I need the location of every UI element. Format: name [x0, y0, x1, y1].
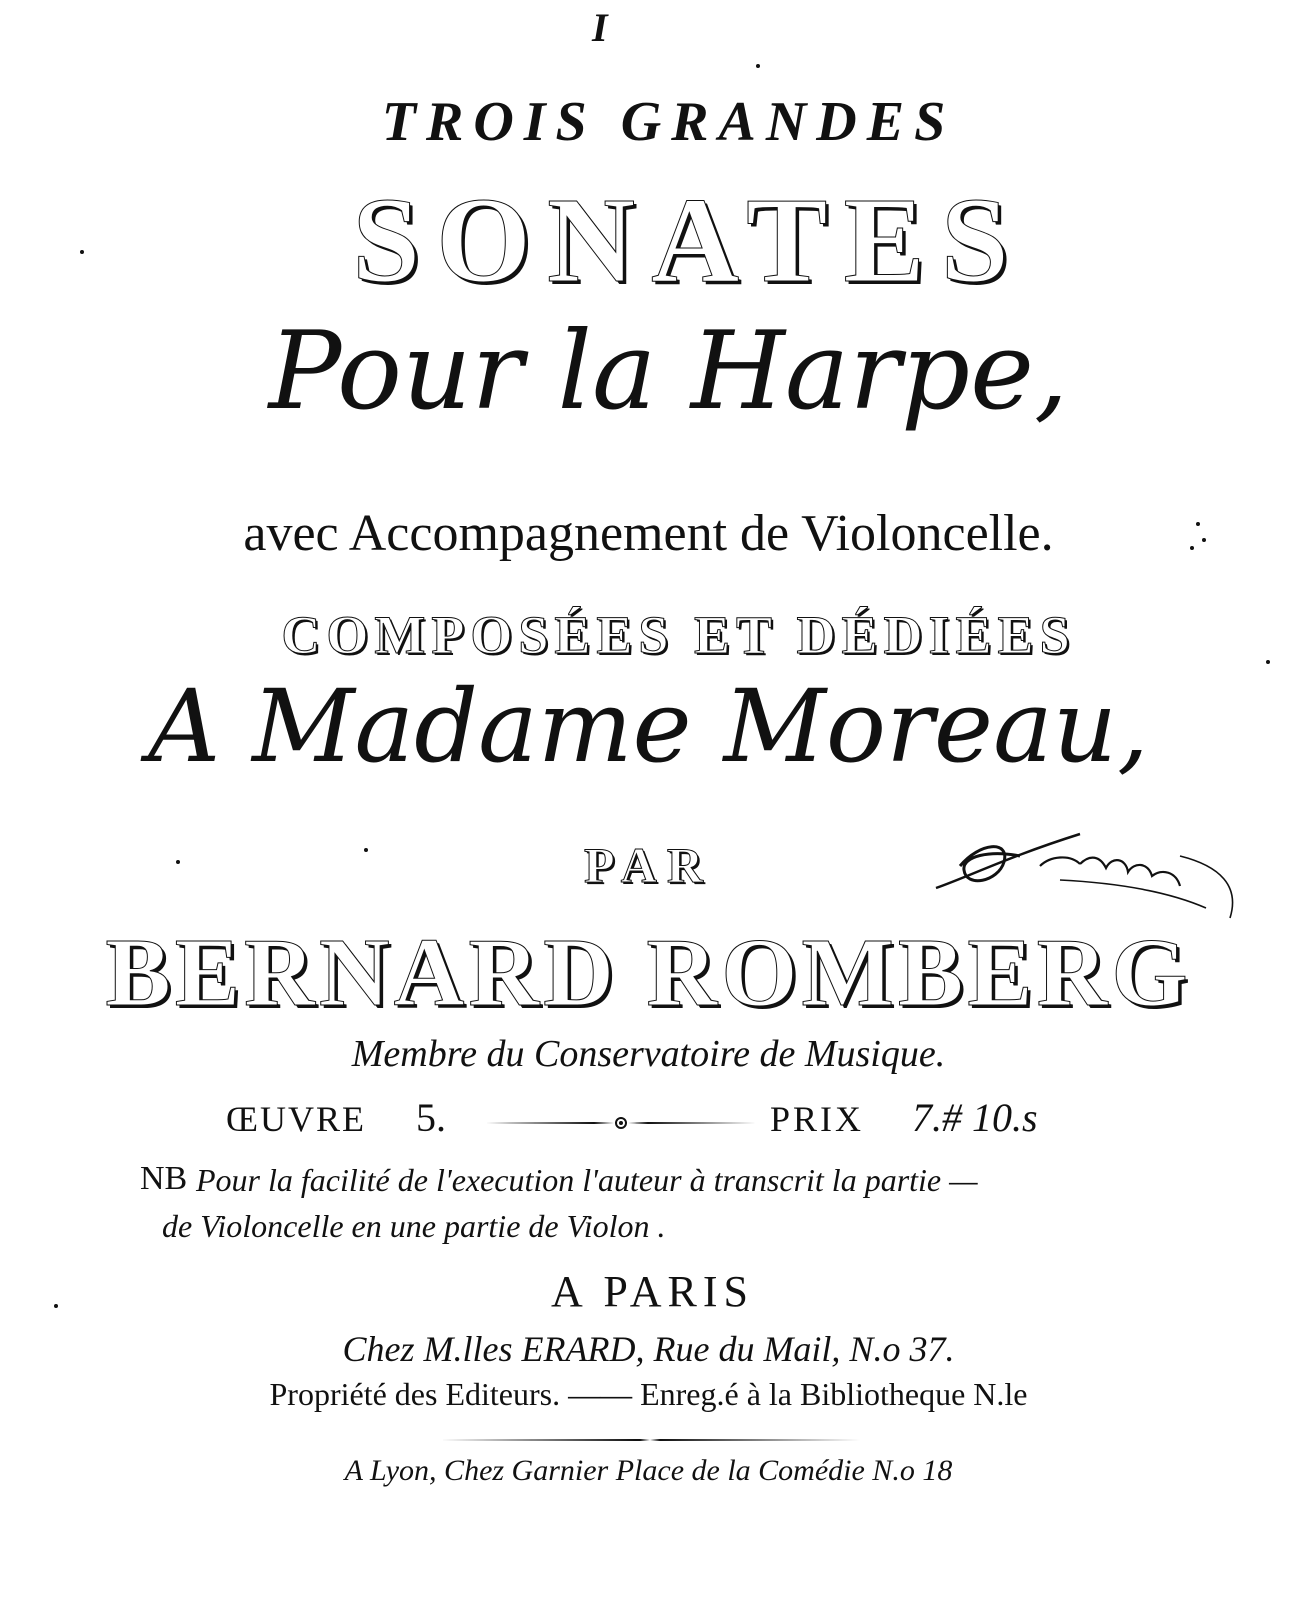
lyon-distributor: A Lyon, Chez Garnier Place de la Comédie N.o 18 [344, 1454, 953, 1487]
composer-name: BERNARD ROMBERG [105, 919, 1192, 1027]
nb-label: NB [140, 1160, 188, 1197]
ornamental-rule [486, 1116, 756, 1130]
oeuvre-number: 5. [416, 1095, 446, 1140]
opus-price-row [0, 1095, 1297, 1158]
prix-value: 7.# 10.s [912, 1095, 1038, 1140]
oeuvre-label: ŒUVRE [226, 1099, 367, 1139]
scan-speck [80, 250, 84, 254]
page-number: I [592, 5, 608, 50]
par-label: PAR [583, 837, 714, 893]
dedicatee: A Madame Moreau, [148, 668, 1149, 785]
nb-text-line2: de Violoncelle en une partie de Violon . [162, 1208, 666, 1244]
title-accompagnement: avec Accompagnement de Violoncelle. [243, 505, 1054, 562]
title-composees-et-dediees: COMPOSÉES ET DÉDIÉES [281, 605, 1076, 665]
scan-speck [1266, 660, 1270, 664]
nb-text-line1: Pour la facilité de l'execution l'auteur à transcrit la partie — [196, 1162, 978, 1198]
scan-speck [1202, 538, 1206, 542]
scan-speck [1196, 522, 1200, 526]
publication-city: A PARIS [550, 1267, 755, 1316]
scan-speck [176, 860, 180, 864]
title-trois-grandes: TROIS GRANDES [381, 91, 956, 153]
title-pour-la-harpe: Pour la Harpe, [268, 309, 1069, 434]
title-sonates: SONATES [352, 173, 1025, 308]
publisher-rights: Propriété des Editeurs. —— Enreg.é à la Bibliotheque N.le [269, 1376, 1028, 1412]
prix-label: PRIX [770, 1099, 865, 1139]
scan-speck [756, 64, 760, 68]
scan-speck [54, 1304, 58, 1308]
composer-affiliation: Membre du Conservatoire de Musique. [351, 1033, 946, 1075]
publisher-address: Chez M.lles ERARD, Rue du Mail, N.o 37. [342, 1329, 955, 1369]
scan-speck [364, 848, 368, 852]
divider-rule [440, 1436, 860, 1444]
scan-speck [1190, 546, 1194, 550]
